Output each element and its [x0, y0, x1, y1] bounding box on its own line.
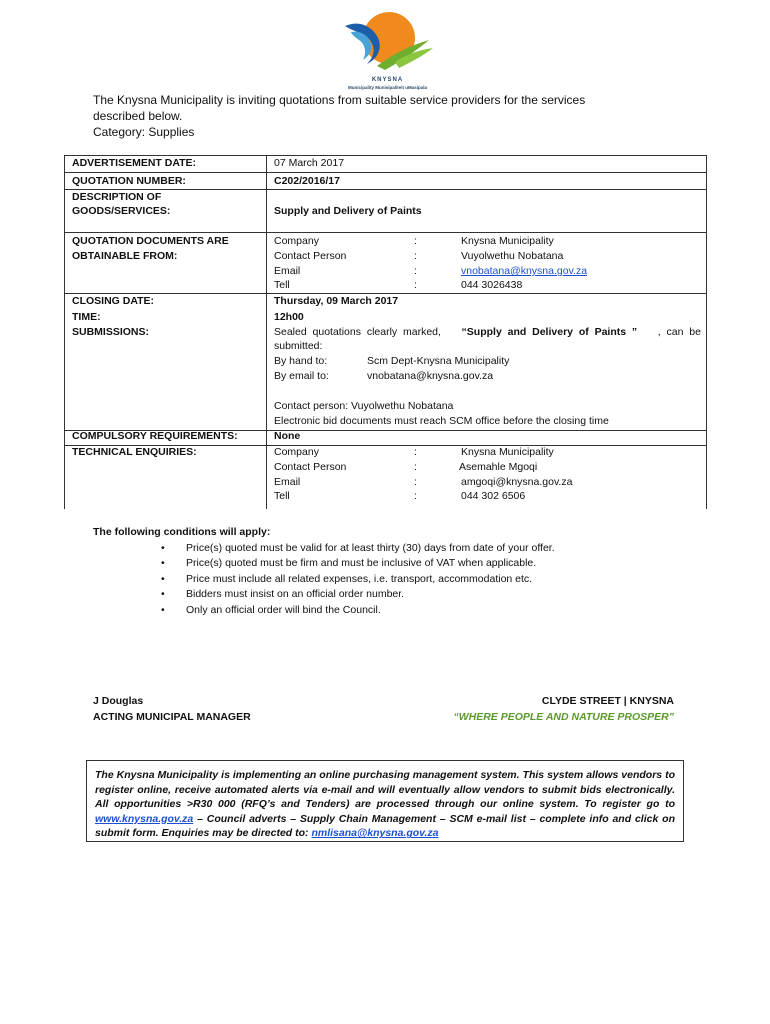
- column-divider: [266, 155, 267, 509]
- description-label: GOODS/SERVICES:: [72, 205, 171, 217]
- contact-key: Company: [274, 235, 319, 247]
- contact-value: 044 302 6506: [461, 490, 526, 502]
- knysna-emblem-icon: [337, 10, 437, 76]
- submissions-marking: “Supply and Delivery of Paints ”: [461, 326, 638, 338]
- contact-value: Vuyolwethu Nobatana: [461, 250, 564, 262]
- address-line: CLYDE STREET | KNYSNA: [541, 695, 674, 707]
- quotation-details-table: [64, 155, 707, 509]
- quotation-number-value: C202/2016/17: [274, 175, 340, 187]
- contact-colon: :: [414, 490, 417, 502]
- contact-value: 044 3026438: [461, 279, 523, 291]
- bullet-icon: •: [161, 541, 165, 554]
- intro-paragraph: [93, 92, 653, 140]
- contact-value: Asemahle Mgoqi: [459, 461, 538, 473]
- website-link[interactable]: www.knysna.gov.za: [95, 812, 194, 825]
- compulsory-value: None: [274, 430, 301, 442]
- contact-value: Knysna Municipality: [461, 446, 554, 458]
- intro-line: The Knysna Municipality is inviting quotations from suitable service providers for the services: [93, 93, 586, 107]
- list-item: [93, 541, 555, 557]
- submissions-text: submitted:: [274, 340, 323, 352]
- contact-value: amgoqi@knysna.gov.za: [461, 476, 573, 488]
- closing-date-label: CLOSING DATE:: [72, 295, 155, 307]
- documents-label: OBTAINABLE FROM:: [72, 250, 178, 262]
- table-border: [64, 155, 65, 509]
- condition-text: Only an official order will bind the Council.: [186, 603, 381, 616]
- submissions-text-part: , can be: [657, 326, 701, 338]
- submissions-text: [274, 325, 701, 340]
- list-item: [93, 556, 555, 572]
- time-label: TIME:: [72, 311, 101, 323]
- enquiries-email-link[interactable]: nmlisana@knysna.gov.za: [311, 827, 439, 840]
- contact-person-line: Contact person: Vuyolwethu Nobatana: [274, 400, 454, 412]
- advertisement-date-value: 07 March 2017: [274, 157, 345, 169]
- description-value: Supply and Delivery of Paints: [274, 205, 422, 217]
- condition-text: Price(s) quoted must be valid for at least thirty (30) days from date of your offer.: [186, 541, 555, 554]
- by-hand-label: By hand to:: [274, 355, 328, 367]
- submissions-label: SUBMISSIONS:: [72, 326, 150, 338]
- submissions-text-part: Sealed quotations clearly marked,: [274, 326, 441, 338]
- quotation-number-label: QUOTATION NUMBER:: [72, 175, 186, 187]
- municipality-logo: [325, 10, 450, 88]
- address-block: [453, 693, 674, 725]
- technical-label: TECHNICAL ENQUIRIES:: [72, 446, 197, 458]
- contact-key: Company: [274, 446, 319, 458]
- bullet-icon: •: [161, 572, 165, 585]
- contact-colon: :: [414, 476, 417, 488]
- contact-colon: :: [414, 250, 417, 262]
- online-system-notice: [86, 760, 684, 842]
- signatory-block: [93, 693, 251, 725]
- condition-text: Bidders must insist on an official order number.: [186, 588, 405, 600]
- contact-value: Knysna Municipality: [461, 235, 554, 247]
- row-divider: [64, 172, 707, 173]
- bullet-icon: •: [161, 557, 165, 569]
- logo-tagline: Municipality Munisipaliteit uMasipala: [347, 85, 427, 90]
- description-label: DESCRIPTION OF: [72, 191, 162, 203]
- contact-key: Tell: [274, 279, 290, 291]
- contact-colon: :: [414, 461, 417, 473]
- notice-text: – Council adverts – Supply Chain Management – SCM e-mail list – complete info and click on submit form. Enquiries may be directed to:: [95, 812, 675, 840]
- compulsory-label: COMPULSORY REQUIREMENTS:: [72, 430, 238, 442]
- motto-line: “WHERE PEOPLE AND NATURE PROSPER”: [453, 711, 674, 723]
- condition-text: Price must include all related expenses, i.e. transport, accommodation etc.: [186, 572, 533, 585]
- category-line: Category: Supplies: [93, 125, 195, 139]
- time-value: 12h00: [274, 311, 304, 323]
- intro-line: described below.: [93, 109, 183, 123]
- signatory-title: ACTING MUNICIPAL MANAGER: [93, 711, 251, 723]
- advertisement-date-label: ADVERTISEMENT DATE:: [72, 157, 197, 169]
- contact-colon: :: [414, 279, 417, 291]
- bullet-icon: •: [161, 603, 165, 616]
- list-item: [93, 603, 555, 619]
- list-item: [93, 572, 555, 588]
- contact-key: Contact Person: [274, 461, 347, 473]
- conditions-list: [93, 541, 555, 619]
- bullet-icon: •: [161, 588, 165, 600]
- documents-label: QUOTATION DOCUMENTS ARE: [72, 235, 229, 247]
- by-email-value: vnobatana@knysna.gov.za: [367, 370, 494, 382]
- contact-key: Contact Person: [274, 250, 347, 262]
- logo-name: KNYSNA: [371, 77, 404, 83]
- closing-date-value: Thursday, 09 March 2017: [274, 295, 399, 307]
- contact-colon: :: [414, 235, 417, 247]
- contact-key: Email: [274, 476, 301, 488]
- by-email-label: By email to:: [274, 370, 329, 382]
- table-border: [706, 155, 707, 509]
- contact-colon: :: [414, 265, 417, 277]
- by-hand-value: Scm Dept-Knysna Municipality: [367, 355, 510, 367]
- conditions-heading: The following conditions will apply:: [93, 526, 271, 538]
- contact-colon: :: [414, 446, 417, 458]
- conditions-section: [93, 525, 555, 618]
- list-item: [93, 587, 555, 603]
- row-divider: [64, 232, 707, 233]
- signatory-name: J Douglas: [93, 695, 144, 707]
- condition-text: Price(s) quoted must be firm and must be inclusive of VAT when applicable.: [186, 557, 537, 569]
- contact-key: Email: [274, 265, 301, 277]
- contact-email-link[interactable]: vnobatana@knysna.gov.za: [461, 265, 588, 277]
- electronic-bid-line: Electronic bid documents must reach SCM office before the closing time: [274, 415, 609, 427]
- contact-key: Tell: [274, 490, 290, 502]
- notice-text: The Knysna Municipality is implementing an online purchasing management system. This system allows vendors to register online, receive automated alerts via e-mail and will eventually allow vendors to submit bids electronically. All opportunities >R30 000 (RFQ’s and Tenders) are processed through our online system. To register go to: [95, 769, 675, 811]
